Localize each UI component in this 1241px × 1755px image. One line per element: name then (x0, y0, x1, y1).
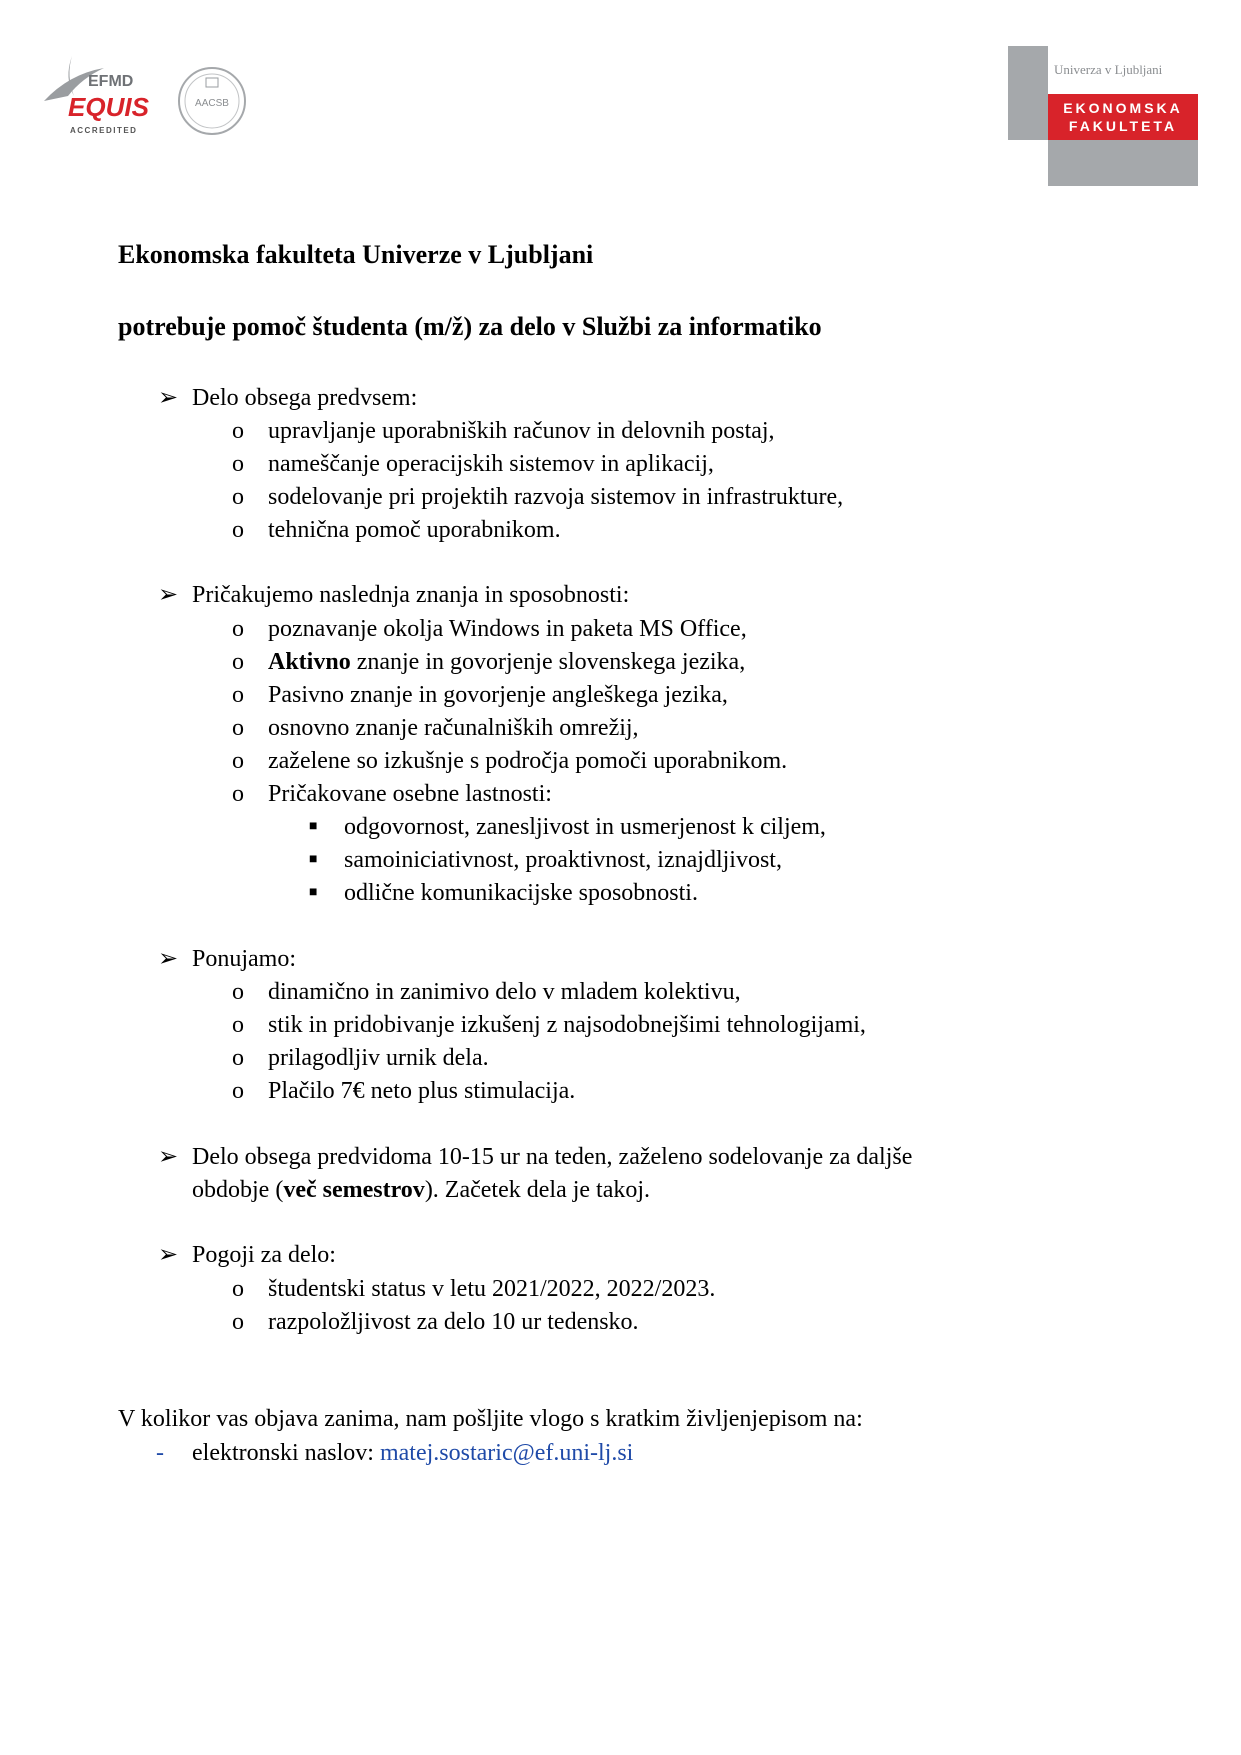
list-item: Plačilo 7€ neto plus stimulacija. (268, 1078, 576, 1104)
list-item: prilagodljiv urnik dela. (268, 1045, 489, 1071)
circle-bullet-icon: o (232, 1276, 244, 1302)
logo-gray-block (1008, 94, 1048, 140)
arrow-bullet-icon: ➢ (158, 385, 179, 411)
sub-list-item: odgovornost, zanesljivost in usmerjenost k ciljem, (344, 814, 826, 840)
list-item: zaželene so izkušnje s področja pomoči uporabnikom. (268, 748, 788, 774)
univerza-text: Univerza v Ljubljani (1054, 62, 1163, 77)
heading-position: potrebuje pomoč študenta (m/ž) za delo v Službi za informatiko (118, 312, 822, 341)
arrow-bullet-icon: ➢ (158, 1144, 179, 1170)
circle-bullet-icon: o (232, 1045, 244, 1071)
email-label: elektronski naslov: (192, 1440, 380, 1466)
logo-gray-block (1008, 46, 1048, 94)
circle-bullet-icon: o (232, 682, 244, 708)
circle-bullet-icon: o (232, 418, 244, 444)
arrow-bullet-icon: ➢ (158, 1242, 179, 1268)
list-item: študentski status v letu 2021/2022, 2022/2023. (268, 1276, 716, 1302)
efmd-text: EFMD (88, 73, 134, 90)
aacsb-seal-text: AACSB (195, 98, 229, 109)
list-item: Pasivno znanje in govorjenje angleškega jezika, (268, 682, 728, 708)
list-item: sodelovanje pri projektih razvoja sistemov in infrastrukture, (268, 484, 844, 510)
list-item: stik in pridobivanje izkušenj z najsodobnejšimi tehnologijami, (268, 1012, 866, 1038)
section-title: Pričakujemo naslednja znanja in sposobnosti: (192, 582, 630, 608)
sub-list-item: odlične komunikacijske sposobnosti. (344, 880, 698, 906)
ekonomska-fakulteta-block (1048, 94, 1198, 140)
equis-aacsb-logo (44, 56, 254, 146)
logo-gray-block (1048, 140, 1198, 186)
text-part: obdobje ( (192, 1177, 284, 1203)
circle-bullet-icon: o (232, 484, 244, 510)
list-item: Pričakovane osebne lastnosti: (268, 781, 552, 807)
arrow-bullet-icon: ➢ (158, 946, 179, 972)
list-item: razpoložljivost za delo 10 ur tedensko. (268, 1309, 639, 1335)
list-item-text: znanje in govorjenje slovenskega jezika, (356, 649, 746, 675)
list-item: poznavanje okolja Windows in paketa MS Office, (268, 616, 747, 642)
bold-prefix: Aktivno (268, 649, 351, 675)
circle-bullet-icon: o (232, 1012, 244, 1038)
square-bullet-icon: ■ (309, 819, 318, 834)
section-title: Ponujamo: (192, 946, 297, 972)
sub-list-item: samoiniciativnost, proaktivnost, iznajdljivost, (344, 847, 782, 873)
arrow-bullet-icon: ➢ (158, 582, 179, 608)
section-title: Pogoji za delo: (192, 1242, 336, 1268)
circle-bullet-icon: o (232, 451, 244, 477)
section-text: Delo obsega predvidoma 10-15 ur na teden, zaželeno sodelovanje za daljše (192, 1144, 913, 1170)
circle-bullet-icon: o (232, 517, 244, 543)
email-link[interactable]: matej.sostaric@ef.uni-lj.si (379, 1440, 634, 1466)
circle-bullet-icon: o (232, 649, 244, 675)
square-bullet-icon: ■ (309, 885, 318, 900)
section-title: Delo obsega predvsem: (192, 385, 418, 411)
bold-text: več semestrov (283, 1177, 425, 1203)
list-item: osnovno znanje računalniških omrežij, (268, 715, 639, 741)
contact-line (192, 1438, 633, 1468)
ef-ul-logo (1008, 46, 1198, 186)
list-item: dinamično in zanimivo delo v mladem kolektivu, (268, 979, 741, 1005)
logo-line-1: EKONOMSKA (1063, 100, 1183, 116)
list-item: nameščanje operacijskih sistemov in aplikacij, (268, 451, 714, 477)
square-bullet-icon: ■ (309, 852, 318, 867)
text-part: ). Začetek dela je takoj. (424, 1177, 651, 1203)
application-instructions: V kolikor vas objava zanima, nam pošljite vlogo s kratkim življenjepisom na: (118, 1406, 863, 1432)
circle-bullet-icon: o (232, 979, 244, 1005)
list-item: tehnična pomoč uporabnikom. (268, 517, 561, 543)
logo-line-2: FAKULTETA (1068, 118, 1178, 134)
circle-bullet-icon: o (232, 616, 244, 642)
equis-text: EQUIS (68, 92, 149, 122)
dash-bullet: - (156, 1440, 164, 1466)
accredited-text: ACCREDITED (70, 126, 138, 135)
circle-bullet-icon: o (232, 1309, 244, 1335)
heading-faculty: Ekonomska fakulteta Univerze v Ljubljani (118, 240, 594, 269)
circle-bullet-icon: o (232, 1078, 244, 1104)
list-item: upravljanje uporabniških računov in delovnih postaj, (268, 418, 775, 444)
circle-bullet-icon: o (232, 781, 244, 807)
circle-bullet-icon: o (232, 715, 244, 741)
circle-bullet-icon: o (232, 748, 244, 774)
equis-logo-graphic (44, 56, 254, 146)
list-item (268, 647, 745, 677)
section-text (192, 1175, 650, 1205)
